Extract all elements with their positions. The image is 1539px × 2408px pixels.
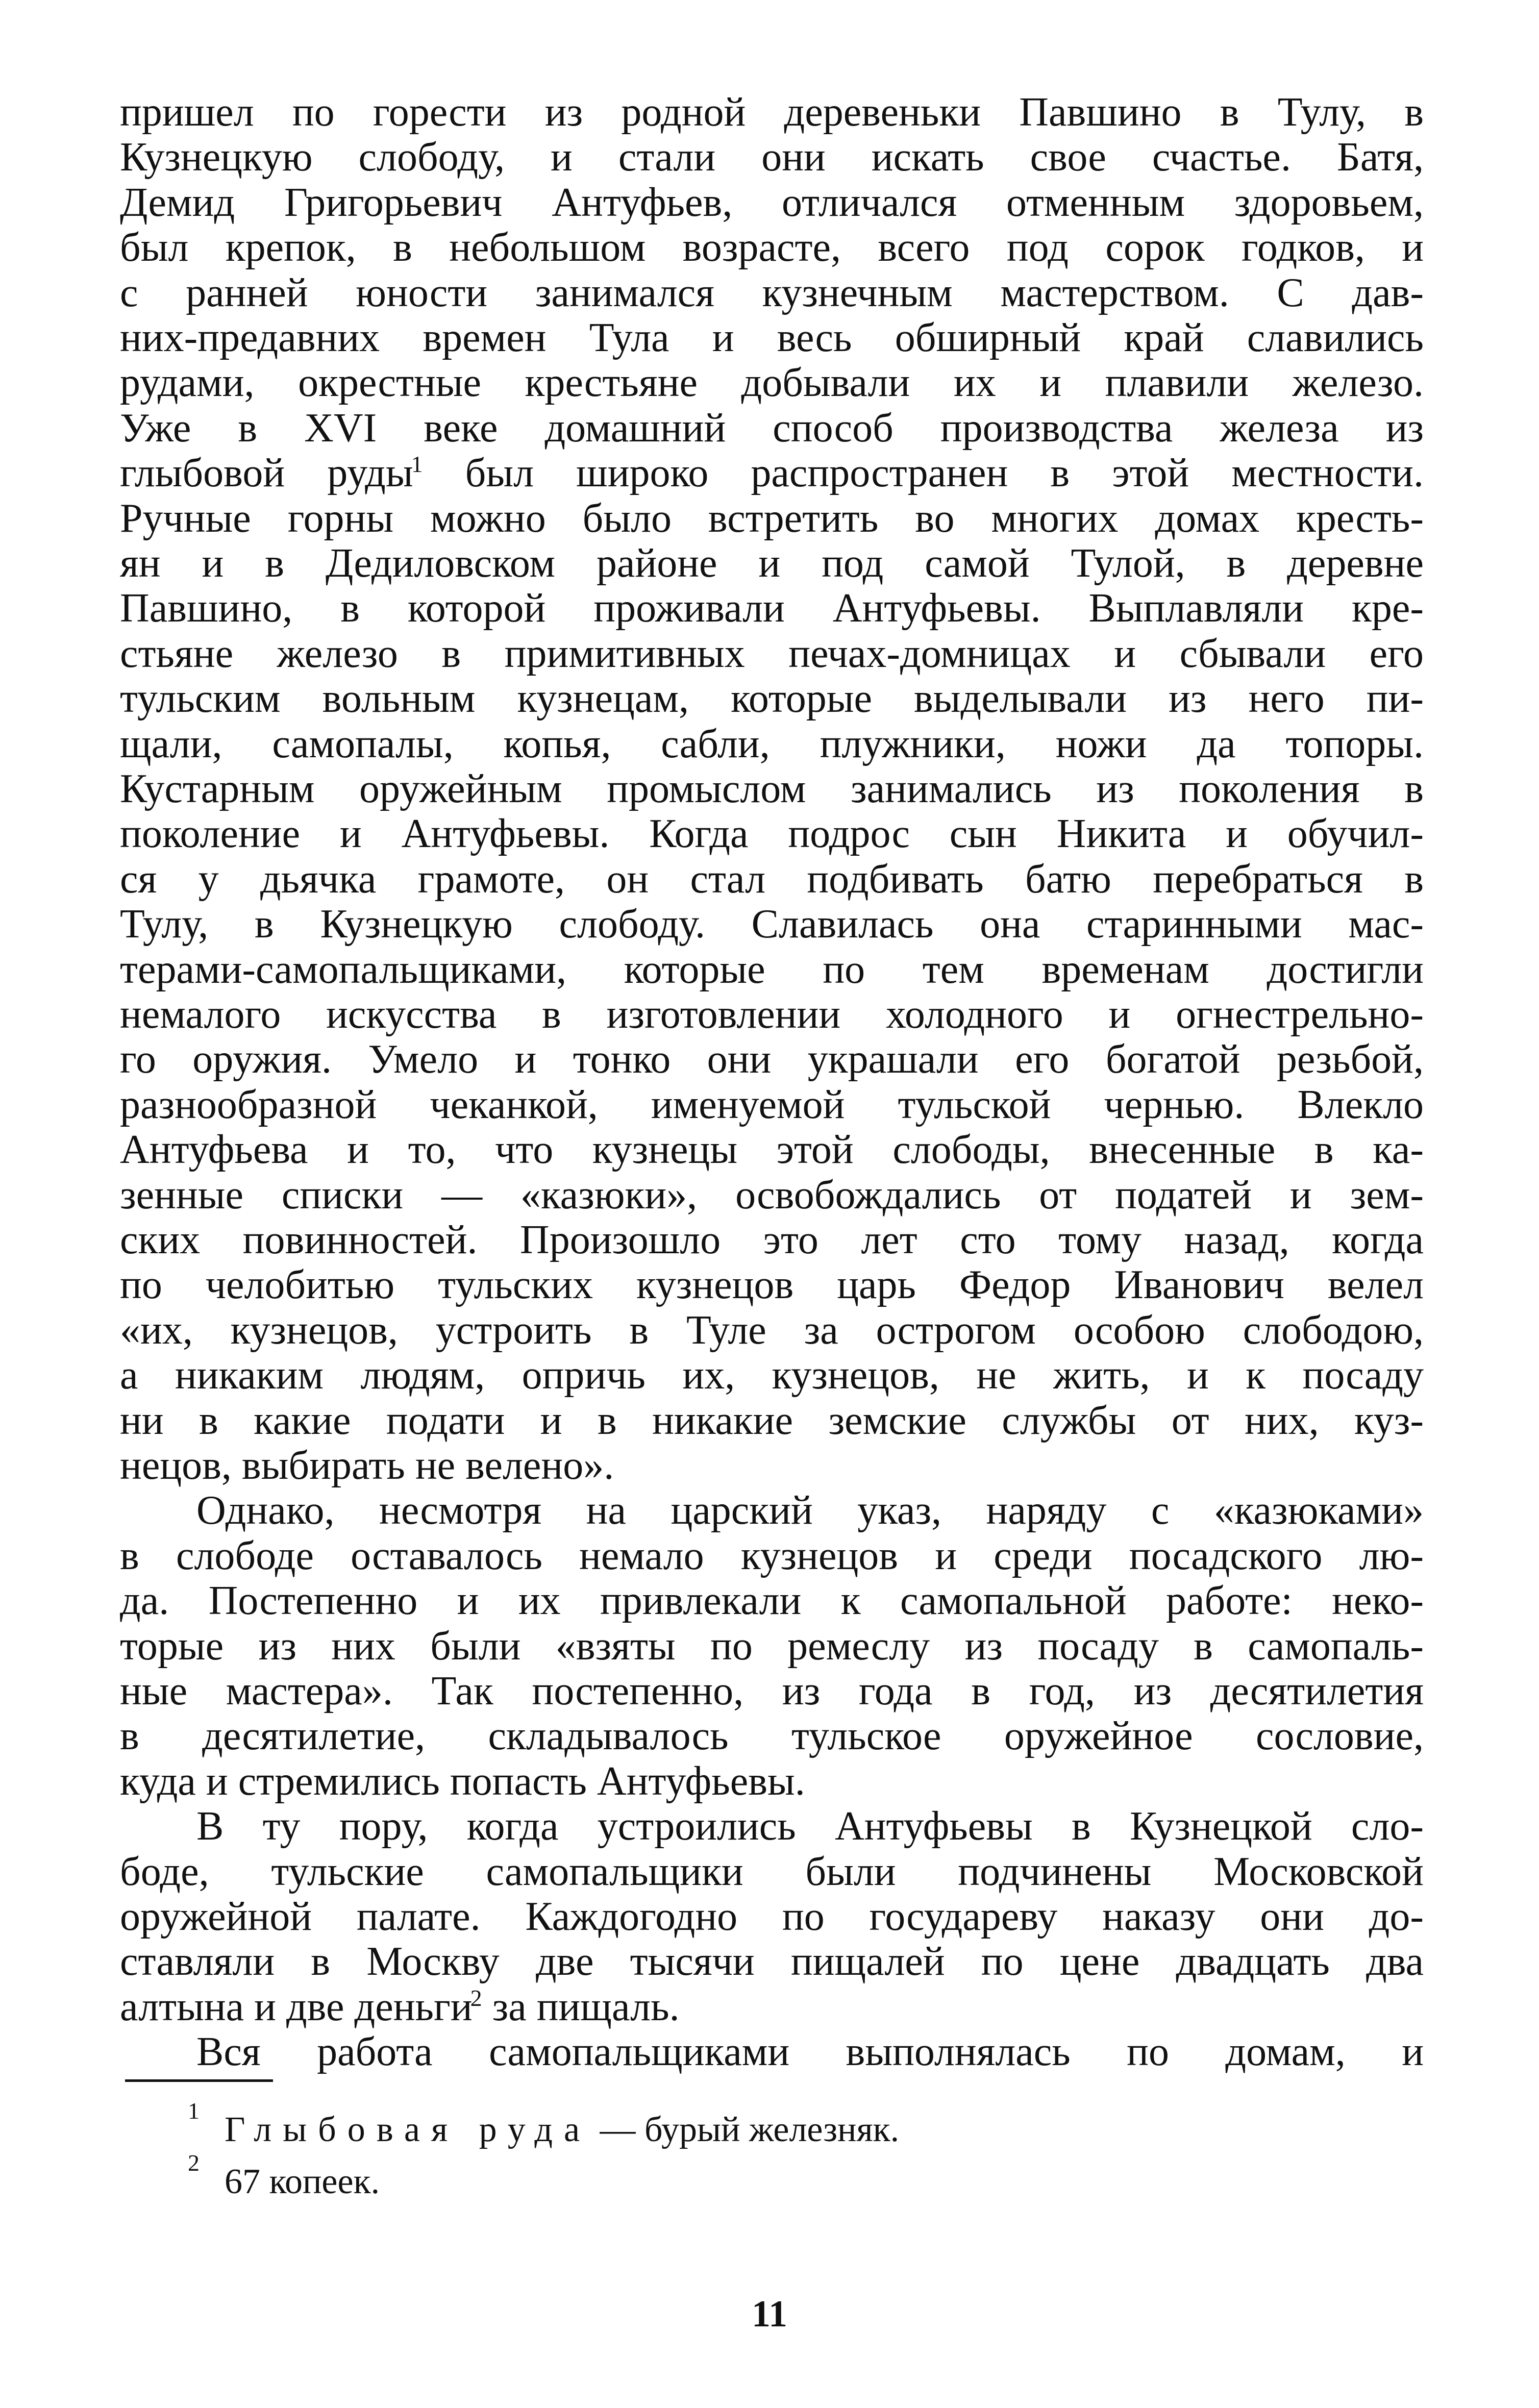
text-line: щали, самопалы, копья, сабли, плужники, ножи да топоры. xyxy=(120,722,1424,766)
text-line: разнообразной чеканкой, именуемой тульской чернью. Влекло xyxy=(120,1082,1424,1127)
text-line: них-предавних времен Тула и весь обширный край славились xyxy=(120,315,1424,360)
footnote-text xyxy=(225,2107,1143,2152)
text-line: ставляли в Москву две тысячи пищалей по цене двадцать два xyxy=(120,1939,1424,1984)
text-segment: за пищаль. xyxy=(482,1984,680,2029)
text-line: немалого искусства в изготовлении холодного и огнестрельно- xyxy=(120,992,1424,1037)
text-line: по челобитью тульских кузнецов царь Федор Иванович велел xyxy=(120,1262,1424,1307)
text-line xyxy=(120,1984,1424,2029)
text-line: Павшино, в которой проживали Антуфьевы. Выплавляли кре- xyxy=(120,586,1424,631)
footnote-definition: — бурый железняк. xyxy=(591,2110,900,2149)
text-line: Демид Григорьевич Антуфьев, отличался отменным здоровьем, xyxy=(120,180,1424,225)
text-line: терами-самопальщиками, которые по тем временам достигли xyxy=(120,947,1424,992)
text-line: пришел по горести из родной деревеньки Павшино в Тулу, в xyxy=(120,90,1424,135)
footnote-reference: 1 xyxy=(411,451,423,477)
text-line: в десятилетие, складывалось тульское оружейное сословие, xyxy=(120,1714,1424,1758)
text-line: ся у дьячка грамоте, он стал подбивать батю перебраться в xyxy=(120,857,1424,902)
text-line: стьяне железо в примитивных печах-домницах и сбывали его xyxy=(120,631,1424,676)
text-line: тульским вольным кузнецам, которые выделывали из него пи- xyxy=(120,676,1424,721)
text-line: с ранней юности занимался кузнечным мастерством. С дав- xyxy=(120,270,1424,315)
text-line: ные мастера». Так постепенно, из года в год, из десятилетия xyxy=(120,1669,1424,1714)
text-line: Ручные горны можно было встретить во многих домах кресть- xyxy=(120,496,1424,541)
footnote-separator xyxy=(125,2079,273,2082)
text-line: Кустарным оружейным промыслом занимались из поколения в xyxy=(120,766,1424,811)
text-line: го оружия. Умело и тонко они украшали его богатой резьбой, xyxy=(120,1037,1424,1082)
page-number: 11 xyxy=(752,2293,787,2335)
text-line: Кузнецкую слободу, и стали они искать свое счастье. Батя, xyxy=(120,135,1424,180)
text-line: был крепок, в небольшом возрасте, всего под сорок годков, и xyxy=(120,225,1424,270)
text-line: боде, тульские самопальщики были подчинены Московской xyxy=(120,1849,1424,1894)
footnote-definition: 67 копеек. xyxy=(225,2162,380,2201)
text-line: Тулу, в Кузнецкую слободу. Славилась она старинными мас- xyxy=(120,902,1424,947)
footnote-mark: 1 xyxy=(188,2098,200,2124)
text-line: в слободе оставалось немало кузнецов и среди посадского лю- xyxy=(120,1533,1424,1578)
text-line: ских повинностей. Произошло это лет сто тому назад, когда xyxy=(120,1218,1424,1262)
text-segment: глыбовой руды xyxy=(120,451,413,495)
text-line: Антуфьева и то, что кузнецы этой слободы, внесенные в ка- xyxy=(120,1127,1424,1172)
text-line: куда и стремились попасть Антуфьевы. xyxy=(120,1759,805,1804)
text-line: да. Постепенно и их привлекали к самопальной работе: неко- xyxy=(120,1578,1424,1623)
footnote-mark: 2 xyxy=(188,2150,200,2176)
text-line: а никаким людям, опричь их, кузнецов, не жить, и к посаду xyxy=(120,1353,1424,1398)
text-line: Однако, несмотря на царский указ, наряду с «казюками» xyxy=(196,1488,1424,1533)
text-line: «их, кузнецов, устроить в Туле за острогом особою слободою, xyxy=(120,1308,1424,1353)
footnote-term: Глыбовая руда xyxy=(225,2110,591,2149)
text-line: ян и в Дедиловском районе и под самой Тулой, в деревне xyxy=(120,541,1424,586)
text-line: Вся работа самопальщиками выполнялась по домам, и xyxy=(196,2029,1424,2074)
text-line: торые из них были «взяты по ремеслу из посаду в самопаль- xyxy=(120,1624,1424,1669)
text-segment: был широко распространен в этой местности. xyxy=(423,451,1424,495)
text-line xyxy=(120,451,1424,495)
text-line: поколение и Антуфьевы. Когда подрос сын Никита и обучил- xyxy=(120,811,1424,856)
footnote-reference: 2 xyxy=(470,1985,482,2011)
text-line: В ту пору, когда устроились Антуфьевы в Кузнецкой сло- xyxy=(196,1804,1424,1849)
text-segment: алтына и две деньги xyxy=(120,1984,473,2029)
text-line: оружейной палате. Каждогодно по государеву наказу они до- xyxy=(120,1894,1424,1939)
text-line: зенные списки — «казюки», освобождались от податей и зем- xyxy=(120,1173,1424,1218)
text-line: рудами, окрестные крестьяне добывали их и плавили железо. xyxy=(120,360,1424,405)
text-line: Уже в XVI веке домашний способ производства железа из xyxy=(120,406,1424,451)
footnote-text xyxy=(225,2159,1143,2204)
text-line: нецов, выбирать не велено». xyxy=(120,1443,614,1488)
text-line: ни в какие подати и в никакие земские службы от них, куз- xyxy=(120,1398,1424,1443)
